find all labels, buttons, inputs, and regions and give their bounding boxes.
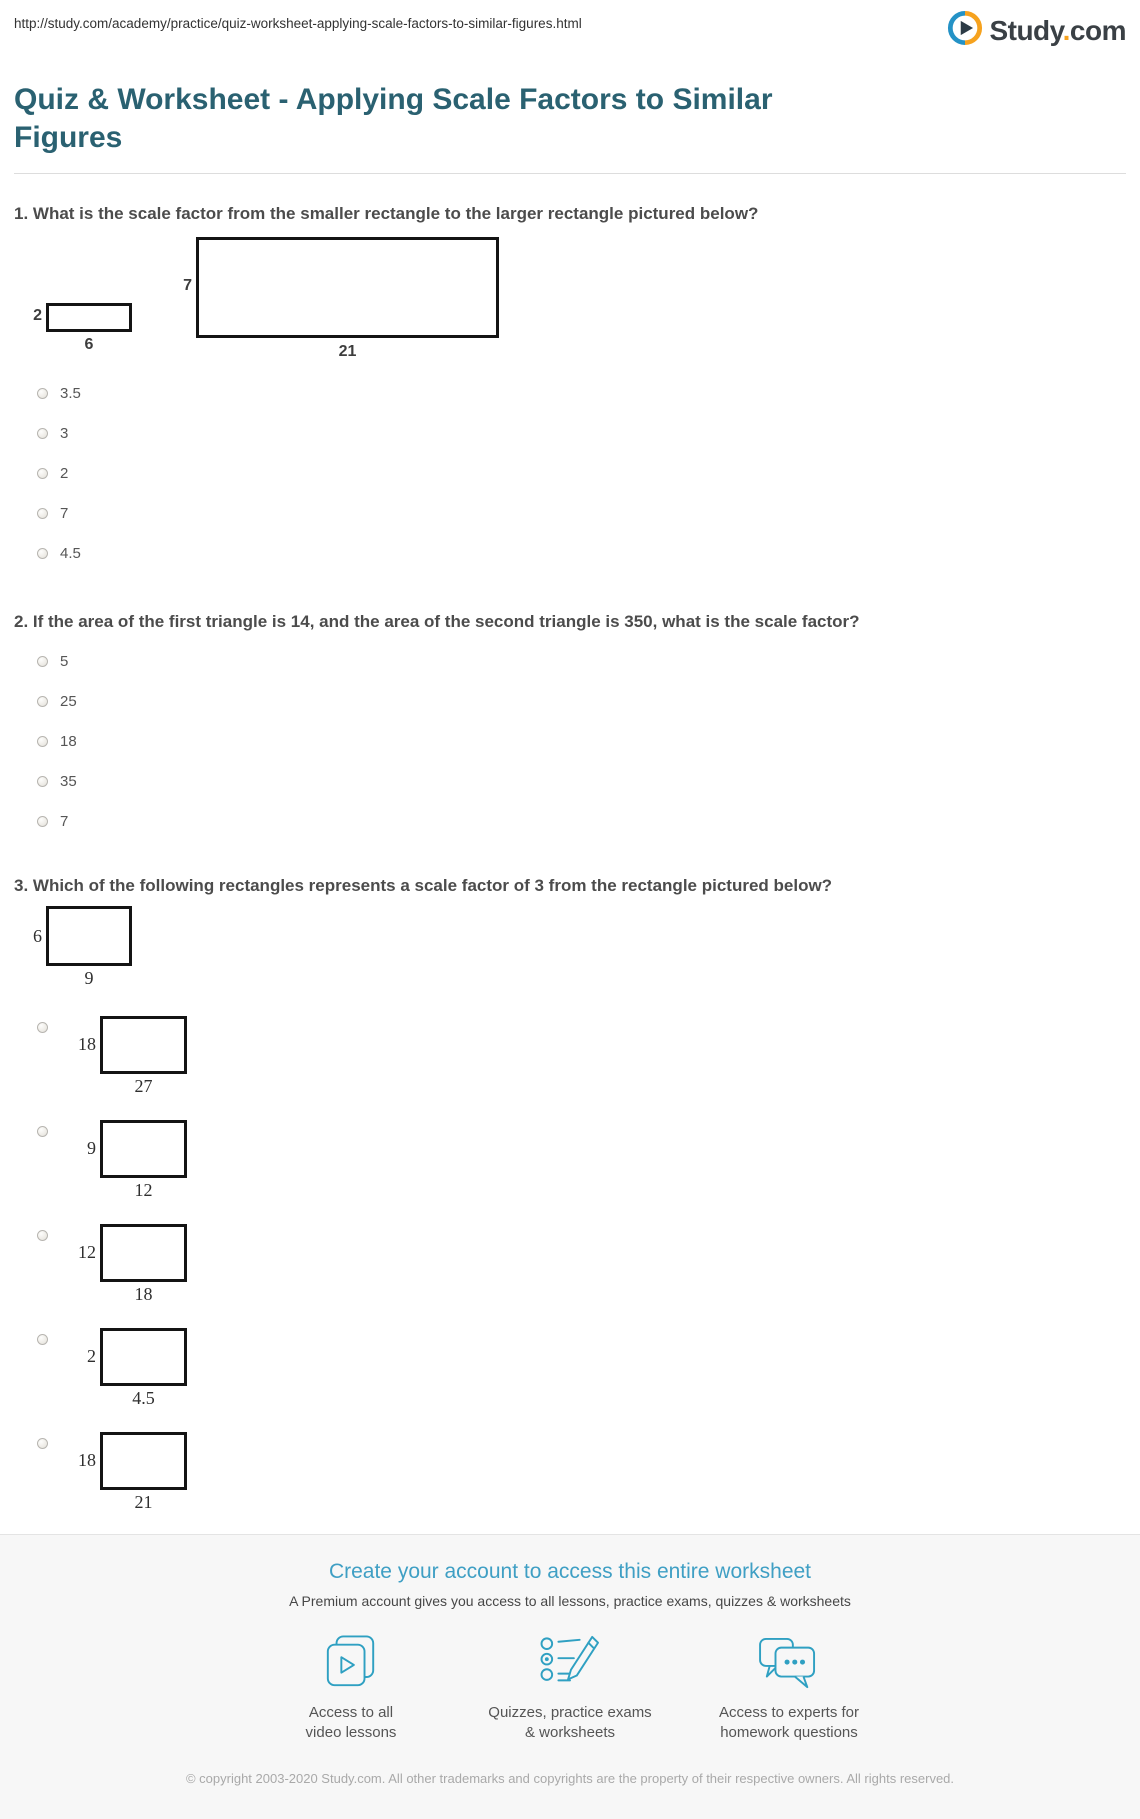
option-rectangle — [100, 1328, 187, 1386]
option-rectangle — [100, 1432, 187, 1490]
question-3-text: 3. Which of the following rectangles represents a scale factor of 3 from the rectangle pictured below? — [14, 875, 833, 895]
option-rect-width-label: 12 — [134, 1179, 153, 1200]
quiz-worksheet-icon — [538, 1633, 602, 1691]
option-label[interactable]: 3 — [60, 425, 69, 443]
q2-option-row[interactable] — [14, 762, 1126, 802]
feature-quizzes-worksheets — [461, 1633, 680, 1743]
q1-option-row[interactable] — [14, 534, 1126, 574]
q1-option-row[interactable] — [14, 454, 1126, 494]
studycom-logo[interactable] — [947, 10, 1126, 51]
radio-button[interactable] — [37, 656, 48, 667]
large-rect-width-label: 21 — [338, 343, 357, 360]
option-rectangle-figure — [62, 1222, 282, 1316]
option-label[interactable]: 3.5 — [60, 385, 81, 403]
question-3-options — [14, 1014, 1126, 1534]
option-rect-height-label: 18 — [78, 1449, 96, 1470]
radio-button[interactable] — [37, 1334, 48, 1345]
radio-button[interactable] — [37, 816, 48, 827]
q1-option-row[interactable] — [14, 374, 1126, 414]
radio-button[interactable] — [37, 548, 48, 559]
page-url-text: http://study.com/academy/practice/quiz-worksheet-applying-scale-factors-to-similar-figures.html — [14, 16, 582, 31]
radio-button[interactable] — [37, 736, 48, 747]
header — [14, 10, 1126, 51]
question-3-reference-figure — [14, 902, 1126, 998]
q2-option-row[interactable] — [14, 722, 1126, 762]
q1-option-row[interactable] — [14, 414, 1126, 454]
option-rect-height-label: 9 — [87, 1137, 96, 1158]
question-1-options — [14, 374, 1126, 574]
radio-button[interactable] — [37, 468, 48, 479]
option-label[interactable]: 2 — [60, 465, 69, 483]
reference-rectangle-figure — [46, 906, 132, 966]
option-label[interactable]: 5 — [60, 653, 69, 671]
large-rectangle-figure — [196, 237, 499, 338]
option-rect-height-label: 12 — [78, 1241, 96, 1262]
studycom-logo-icon — [947, 10, 983, 51]
q3-option-row[interactable] — [14, 1326, 1126, 1420]
option-rectangle — [100, 1224, 187, 1282]
radio-button[interactable] — [37, 428, 48, 439]
option-rect-width-label: 18 — [134, 1283, 153, 1304]
q3-option-row[interactable] — [14, 1014, 1126, 1108]
option-rect-width-label: 21 — [134, 1491, 153, 1512]
option-rectangle — [100, 1016, 187, 1074]
copyright-text: © copyright 2003-2020 Study.com. All other trademarks and copyrights are the property of their respective owners. All rights reserved. — [185, 1770, 955, 1786]
q1-option-row[interactable] — [14, 494, 1126, 534]
question-2-text: 2. If the area of the first triangle is 14, and the area of the second triangle is 350, what is the scale factor? — [14, 611, 860, 631]
radio-button[interactable] — [37, 1126, 48, 1137]
studycom-logo-text: Study.com — [989, 14, 1126, 46]
option-rectangle-figure — [62, 1118, 282, 1212]
q2-option-row[interactable] — [14, 802, 1126, 842]
radio-button[interactable] — [37, 776, 48, 787]
homework-experts-icon — [758, 1633, 820, 1691]
option-label[interactable]: 18 — [60, 733, 77, 751]
option-rect-height-label: 18 — [78, 1033, 96, 1054]
q2-option-row[interactable] — [14, 642, 1126, 682]
radio-button[interactable] — [37, 508, 48, 519]
option-rectangle-figure — [62, 1326, 282, 1420]
account-promo-footer — [0, 1534, 1140, 1819]
radio-button[interactable] — [37, 1230, 48, 1241]
option-rectangle-figure — [62, 1014, 282, 1108]
option-rectangle-figure — [62, 1430, 282, 1524]
q3-option-row[interactable] — [14, 1222, 1126, 1316]
feature-homework-experts — [680, 1633, 899, 1743]
option-label[interactable]: 25 — [60, 693, 77, 711]
radio-button[interactable] — [37, 696, 48, 707]
question-2-options — [14, 642, 1126, 842]
q3-option-row[interactable] — [14, 1430, 1126, 1524]
option-rect-width-label: 4.5 — [132, 1387, 155, 1408]
radio-button[interactable] — [37, 1022, 48, 1033]
option-label[interactable]: 35 — [60, 773, 77, 791]
q3-option-row[interactable] — [14, 1118, 1126, 1212]
option-label[interactable]: 7 — [60, 505, 69, 523]
footer-features — [0, 1633, 1140, 1743]
ref-rect-width-label: 9 — [84, 967, 94, 988]
radio-button[interactable] — [37, 1438, 48, 1449]
feature-label: Access to all video lessons — [305, 1703, 397, 1741]
title-divider — [14, 173, 1126, 174]
footer-heading: Create your account to access this entire worksheet — [328, 1559, 812, 1583]
option-label[interactable]: 7 — [60, 813, 69, 831]
small-rect-width-label: 6 — [84, 336, 94, 353]
question-1-figure — [14, 230, 1126, 364]
option-rect-width-label: 27 — [134, 1075, 153, 1096]
small-rectangle-figure — [46, 303, 132, 332]
feature-label: Access to experts for homework questions — [718, 1703, 860, 1741]
option-rect-height-label: 2 — [87, 1345, 96, 1366]
question-1-text: 1. What is the scale factor from the smaller rectangle to the larger rectangle pictured below? — [14, 204, 759, 223]
large-rect-height-label: 7 — [183, 277, 192, 294]
feature-label: Quizzes, practice exams & worksheets — [488, 1703, 652, 1741]
radio-button[interactable] — [37, 388, 48, 399]
feature-video-lessons — [242, 1633, 461, 1743]
q2-option-row[interactable] — [14, 682, 1126, 722]
ref-rect-height-label: 6 — [33, 925, 42, 946]
video-lessons-icon — [320, 1633, 382, 1691]
small-rect-height-label: 2 — [33, 307, 42, 324]
option-label[interactable]: 4.5 — [60, 545, 81, 563]
page-title: Quiz & Worksheet - Applying Scale Factors to Similar Figures — [14, 83, 773, 154]
footer-subheading: A Premium account gives you access to all lessons, practice exams, quizzes & worksheets — [289, 1592, 851, 1609]
option-rectangle — [100, 1120, 187, 1178]
